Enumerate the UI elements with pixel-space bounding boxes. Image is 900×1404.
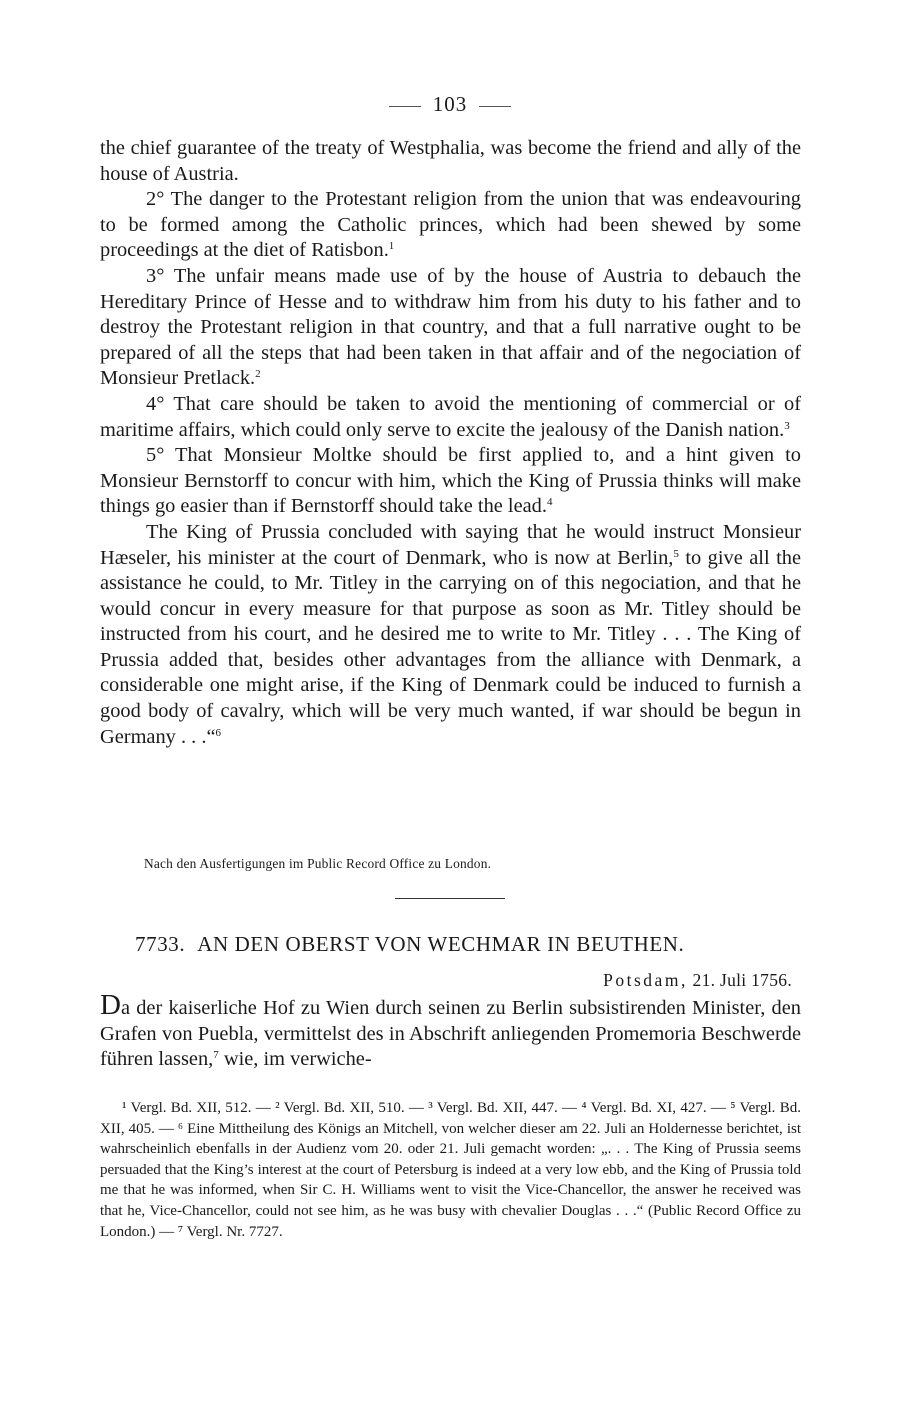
- footnote-ref: 7: [213, 1049, 219, 1062]
- body-paragraph: the chief guarantee of the treaty of Westphalia, was become the friend and ally of the house of Austria.: [100, 137, 801, 185]
- dateline: [603, 970, 792, 991]
- page-number: [0, 92, 900, 117]
- body-text: [100, 136, 801, 750]
- body-paragraph: 4° That care should be taken to avoid the mentioning of commercial or of maritime affairs, which could only serve to excite the jealousy of the Danish nation.$^3$: [100, 392, 801, 441]
- section-divider: [395, 898, 505, 899]
- document-number: 7733.: [135, 932, 186, 956]
- footnote-ref: 5: [673, 547, 679, 560]
- document-heading: [135, 932, 684, 957]
- drop-cap: D: [100, 989, 121, 1021]
- body-paragraph: 3° The unfair means made use of by the house of Austria to debauch the Hereditary Prince of Hesse and to withdraw him from his duty to his father and to destroy the Protestant religion in that country, and that a full narrative ought to be prepared of all the steps that had been taken in that affair and of the negociation of Monsieur Pretlack.$^2$: [100, 264, 801, 390]
- letter-text: [100, 989, 801, 1073]
- page-number-rule-right: [479, 106, 511, 107]
- source-note: Nach den Ausfertigungen im Public Record Office zu London.: [144, 856, 492, 871]
- page-number-rule-left: [389, 106, 421, 107]
- letter-paragraph: Da der kaiserliche Hof zu Wien durch seinen zu Berlin subsistirenden Minister, den Grafen von Puebla, vermittelst des in Abschrift anliegenden Promemoria Beschwerde führen lassen,$^7$ wie, im verwiche-: [100, 989, 801, 1071]
- document-title: AN DEN OBERST VON WECHMAR IN BEUTHEN.: [197, 932, 685, 956]
- footnote-ref: 1: [388, 240, 395, 253]
- closing-paragraph: The King of Prussia concluded with saying that he would instruct Monsieur Hæseler, his minister at the court of Denmark, who is now at Berlin,$^5$ to give all the assistance he could, to Mr. Titley in the carrying on of this negociation, and that he would concur in every measure for that purpose as soon as Mr. Titley should be instructed from his court, and he desired me to write to Mr. Titley . . . The King of Prussia added that, besides other advantages from the alliance with Denmark, a considerable one might arise, if the King of Denmark could be induced to furnish a good body of cavalry, which will be very much wanted, if war should be begun in Germany . . .“$^6$: [100, 520, 801, 748]
- body-paragraph: 2° The danger to the Protestant religion from the union that was endeavouring to be formed among the Catholic princes, which had been shewed by some proceedings at the diet of Ratisbon.$^1$: [100, 188, 801, 262]
- footnote-ref: 2: [255, 368, 261, 381]
- dateline-place: Potsdam,: [603, 970, 688, 990]
- footnote-ref: 3: [784, 419, 790, 432]
- dateline-date: 21. Juli 1756.: [692, 970, 792, 990]
- footnote-ref: 4: [546, 496, 553, 509]
- footnotes: [100, 1098, 801, 1242]
- footnote-block: ¹ Vergl. Bd. XII, 512. — ² Vergl. Bd. XII, 510. — ³ Vergl. Bd. XII, 447. — ⁴ Vergl. Bd. XI, 427. — ⁵ Vergl. Bd. XII, 405. — ⁶ Eine Mittheilung des Königs an Mitchell, von welcher dieser am 22. Juli an Holdernesse berichtet, ist wahrscheinlich ebenfalls in der Audienz vom 20. oder 21. Juli gemacht worden: „. . . The King of Prussia seems persuaded that the King’s interest at the court of Petersburg is indeed at a very low ebb, and the King of Prussia told me that he was informed, when Sir C. H. Williams went to visit the Vice-Chancellor, the answer he received was that he, Vice-Chancellor, could not see him, as he was busy with chevalier Douglas . . .“ (Public Record Office zu London.) — ⁷ Vergl. Nr. 7727.: [100, 1100, 801, 1240]
- page-number-text: 103: [432, 92, 468, 116]
- footnote-ref: 6: [215, 726, 222, 739]
- body-paragraph: 5° That Monsieur Moltke should be first applied to, and a hint given to Monsieur Bernstorff to concur with him, which the King of Prussia thinks will make things go easier than if Bernstorff should take the lead.$^4$: [100, 444, 801, 518]
